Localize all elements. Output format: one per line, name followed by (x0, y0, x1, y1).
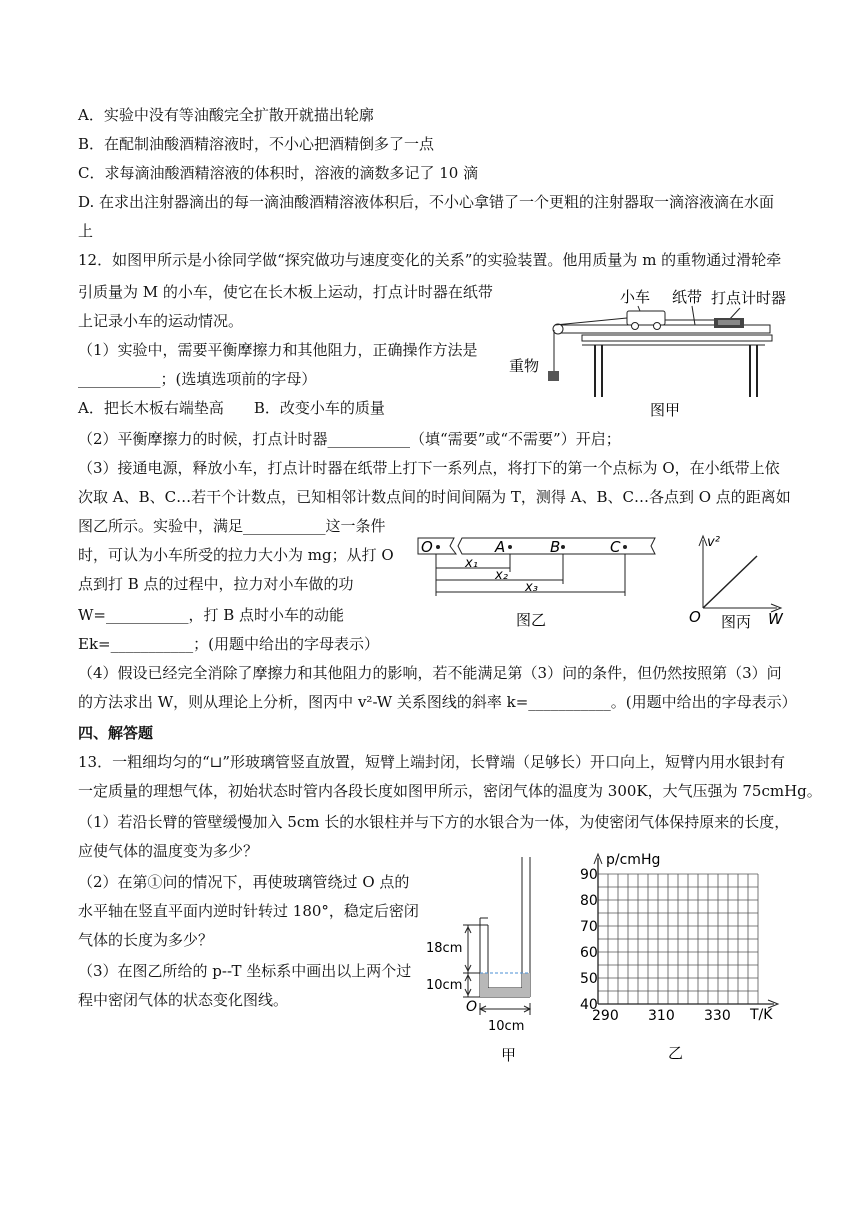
q13-line: （2）在第①问的情况下，再使玻璃管绕过 O 点的 (78, 873, 410, 891)
x2-label: x₂ (495, 568, 508, 583)
q12-line: W=___________，打 B 点时小车的动能 (78, 606, 345, 624)
q12-line: Ek=___________；(用题中给出的字母表示） (78, 635, 379, 653)
v2-w-graph (685, 532, 795, 636)
y-axis-label: p/cmHg (606, 852, 661, 868)
tape-label: 纸带 (672, 288, 703, 306)
point-a: A (495, 538, 506, 556)
dim-10cm-vertical: 10cm (426, 978, 463, 993)
x-axis-label: T/K (750, 1007, 773, 1023)
q12-line: 上记录小车的运动情况。 (78, 312, 244, 330)
x3-label: x₃ (525, 580, 538, 595)
option-d-line1: D. 在求出注射器滴出的每一滴油酸酒精溶液体积后，不小心拿错了一个更粗的注射器取一滴溶液滴在水面 (78, 193, 775, 211)
point-c: C (610, 538, 621, 556)
option-b: B．在配制油酸酒精溶液时，不小心把酒精倒多了一点 (78, 135, 435, 153)
dim-10cm-horizontal: 10cm (488, 1019, 525, 1034)
y-axis-label: v² (707, 535, 720, 550)
car-label: 小车 (620, 288, 651, 306)
timer-label: 打点计时器 (711, 289, 787, 307)
weight-label: 重物 (509, 357, 540, 375)
figure-caption: 乙 (668, 1044, 684, 1062)
q12-line: 引质量为 M 的小车，使它在长木板上运动，打点计时器在纸带 (78, 283, 493, 301)
q13-line: 气体的长度为多少？ (78, 931, 214, 949)
figure-caption: 图乙 (516, 611, 547, 629)
y-tick-label: 80 (580, 893, 598, 909)
option-c: C．求每滴油酸酒精溶液的体积时，溶液的滴数多记了 10 滴 (78, 164, 479, 182)
q12-line: 的方法求出 W，则从理论上分析，图丙中 v²-W 关系图线的斜率 k=___________。(用题中给出的字母表示） (78, 693, 797, 711)
y-tick-label: 70 (580, 919, 598, 935)
grid (598, 874, 758, 1004)
x-axis-label: W (768, 610, 783, 628)
paper-tape-figure (410, 530, 665, 634)
q12-line: （4）假设已经完全消除了摩擦力和其他阻力的影响，若不能满足第（3）问的条件，但仍然按照第（3）问 (78, 664, 782, 682)
figure-caption: 图甲 (650, 401, 681, 419)
q12-line: 12．如图甲所示是小徐同学做“探究做功与速度变化的关系”的实验装置。他用质量为 m 的重物通过滑轮牵 (78, 251, 782, 269)
section-heading: 四、解答题 (78, 724, 154, 742)
y-tick-label: 50 (580, 971, 598, 987)
p-t-graph (572, 848, 792, 1063)
point-b: B (550, 538, 561, 556)
y-tick-label: 60 (580, 945, 598, 961)
q12-line: A．把长木板右端垫高 B．改变小车的质量 (78, 399, 385, 417)
q12-line: （1）实验中，需要平衡摩擦力和其他阻力，正确操作方法是 (78, 341, 478, 359)
q12-line: 时，可认为小车所受的拉力大小为 mg；从打 O (78, 546, 394, 564)
x-tick-label: 330 (704, 1008, 731, 1024)
dim-18cm: 18cm (426, 941, 463, 956)
q13-line: （3）在图乙所给的 p--T 坐标系中画出以上两个过 (78, 962, 412, 980)
y-tick-label: 40 (580, 997, 598, 1013)
q12-line: 次取 A、B、C…若干个计数点，已知相邻计数点间的时间间隔为 T，测得 A、B、C…各点到 O 点的距离如 (78, 488, 791, 506)
q12-line: ___________；(选填选项前的字母） (78, 370, 317, 388)
option-a: A．实验中没有等油酸完全扩散开就描出轮廓 (78, 106, 374, 124)
q12-line: 图乙所示。实验中，满足___________这一条件 (78, 517, 386, 535)
x-tick-label: 290 (592, 1008, 619, 1024)
x1-label: x₁ (465, 556, 478, 571)
q12-line: （2）平衡摩擦力的时候，打点计时器___________（填“需要”或“不需要”）开启； (78, 430, 621, 448)
point-o: O (421, 538, 433, 556)
q12-line: （3）接通电源，释放小车，打点计时器在纸带上打下一系列点，将打下的第一个点标为 O，在小纸带上依 (78, 459, 780, 477)
origin-label: O (689, 608, 701, 626)
figure-caption: 甲 (501, 1046, 517, 1064)
figure-caption: 图丙 (721, 613, 752, 631)
q13-line: 程中密闭气体的状态变化图线。 (78, 991, 289, 1009)
q13-line: 一定质量的理想气体，初始状态时管内各段长度如图甲所示，密闭气体的温度为 300K，大气压强为 75cmHg。 (78, 782, 822, 800)
q12-line: 点到打 B 点的过程中，拉力对小车做的功 (78, 575, 354, 593)
origin-label: O (466, 999, 478, 1015)
x-tick-label: 310 (648, 1008, 675, 1024)
option-d-line2: 上 (78, 222, 94, 240)
apparatus-figure (500, 283, 790, 423)
q13-line: 13．一粗细均匀的“⊔”形玻璃管竖直放置，短臂上端封闭，长臂端（足够长）开口向上，短臂内用水银封有 (78, 753, 785, 771)
q13-line: 应使气体的温度变为多少？ (78, 842, 259, 860)
y-tick-label: 90 (580, 867, 598, 883)
q13-line: 水平轴在竖直平面内逆时针转过 180°，稳定后密闭 (78, 902, 419, 920)
q13-line: （1）若沿长臂的管壁缓慢加入 5cm 长的水银柱并与下方的水银合为一体，为使密闭气体保持原来的长度， (78, 813, 790, 831)
u-tube-figure (418, 855, 550, 1065)
